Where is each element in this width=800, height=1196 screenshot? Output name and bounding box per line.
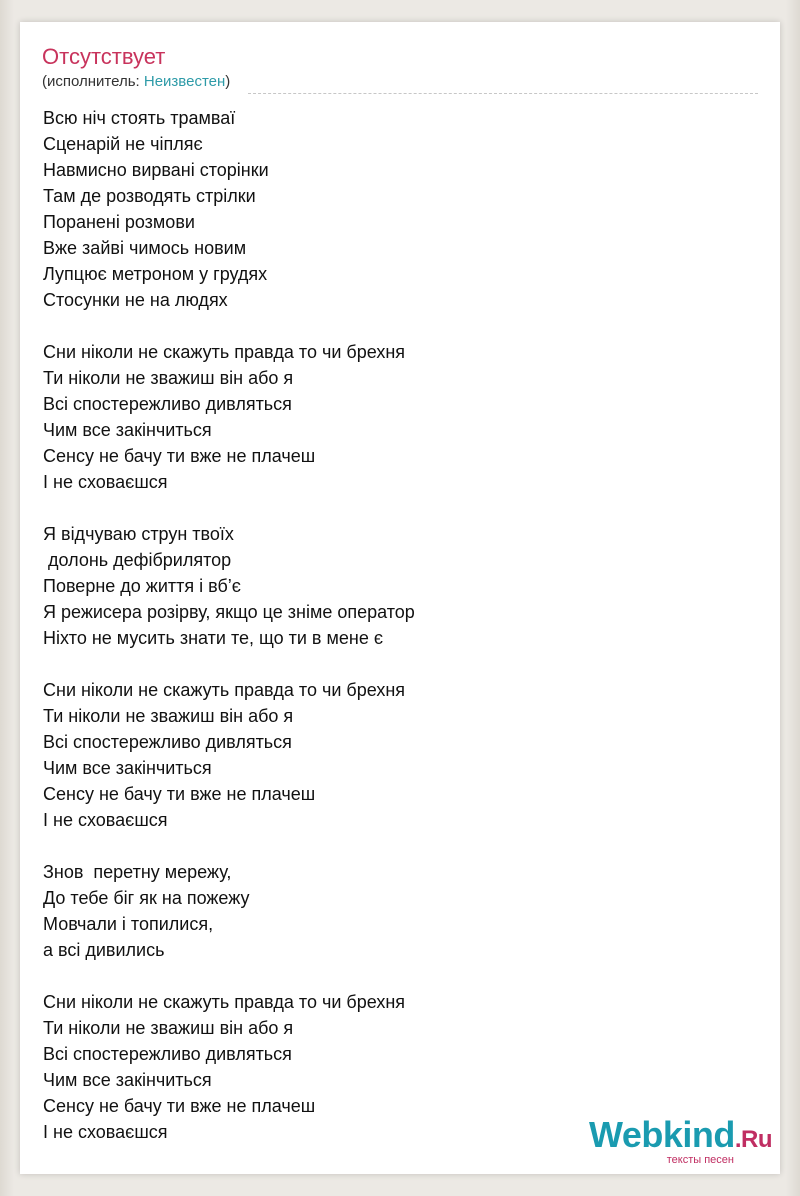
lyric-line: Вже зайві чимось новим bbox=[43, 238, 247, 258]
stanza-gap bbox=[43, 313, 743, 339]
lyric-line: До тебе біг як на пожежу bbox=[43, 888, 250, 908]
lyric-line: Стосунки не на людях bbox=[43, 290, 228, 310]
lyric-line: Чим все закінчиться bbox=[43, 1070, 212, 1090]
lyric-line: Сценарій не чіпляє bbox=[43, 134, 203, 154]
lyric-line: Сни ніколи не скажуть правда то чи брехня bbox=[43, 342, 406, 362]
lyric-line: долонь дефібрилятор bbox=[43, 550, 232, 570]
brand-name: Webkind bbox=[588, 1114, 735, 1155]
lyric-line: Я відчуваю струн твоїх bbox=[43, 524, 234, 544]
lyric-line: Знов перетну мережу, bbox=[43, 862, 232, 882]
lyric-line: Мовчали і топилися, bbox=[43, 914, 214, 934]
lyric-line: І не сховаєшся bbox=[43, 472, 168, 492]
lyric-line: Всі спостережливо дивляться bbox=[43, 1044, 292, 1064]
lyrics-card bbox=[20, 22, 780, 1174]
brand-tld: .Ru bbox=[734, 1126, 772, 1153]
brand-tagline: тексты песен bbox=[666, 1154, 734, 1166]
lyric-line: Поверне до життя і вб’є bbox=[43, 576, 241, 596]
stanza-gap bbox=[43, 963, 743, 989]
artist-prefix: (исполнитель: bbox=[42, 73, 144, 90]
lyric-line: Всю ніч стоять трамваї bbox=[43, 108, 236, 128]
lyric-line: Я режисера розірву, якщо це зніме оператор bbox=[43, 602, 415, 622]
artist-suffix: ) bbox=[225, 73, 231, 90]
lyric-line: Там де розводять стрілки bbox=[43, 186, 256, 206]
brand-logo[interactable] bbox=[588, 1114, 772, 1166]
stanza-gap bbox=[43, 495, 743, 521]
lyric-line: Сенсу не бачу ти вже не плачеш bbox=[43, 784, 316, 804]
lyric-line: Навмисно вирвані сторінки bbox=[43, 160, 269, 180]
header-divider bbox=[248, 93, 758, 94]
lyric-line: Сни ніколи не скажуть правда то чи брехня bbox=[43, 992, 406, 1012]
stanza-gap bbox=[43, 651, 743, 677]
lyric-line: Чим все закінчиться bbox=[43, 758, 212, 778]
page-edge-left bbox=[0, 0, 14, 1196]
artist-link[interactable]: Неизвестен bbox=[143, 73, 226, 90]
lyric-line: Всі спостережливо дивляться bbox=[43, 732, 292, 752]
lyric-line: Поранені розмови bbox=[43, 212, 195, 232]
lyric-line: Сенсу не бачу ти вже не плачеш bbox=[43, 1096, 316, 1116]
lyric-line: Сни ніколи не скажуть правда то чи брехня bbox=[43, 680, 406, 700]
lyric-line: Ти ніколи не зважиш він або я bbox=[43, 706, 294, 726]
artist-line bbox=[42, 72, 230, 92]
lyric-line: Ти ніколи не зважиш він або я bbox=[43, 368, 294, 388]
lyric-line: Сенсу не бачу ти вже не плачеш bbox=[43, 446, 316, 466]
brand-wordmark bbox=[588, 1114, 772, 1158]
lyric-line: І не сховаєшся bbox=[43, 1122, 168, 1142]
song-title: Отсутствует bbox=[42, 44, 166, 69]
lyrics-body bbox=[43, 105, 743, 1145]
stanza-gap bbox=[43, 833, 743, 859]
lyric-line: Лупцює метроном у грудях bbox=[43, 264, 268, 284]
lyric-line: І не сховаєшся bbox=[43, 810, 168, 830]
lyric-line: Чим все закінчиться bbox=[43, 420, 212, 440]
lyric-line: Ти ніколи не зважиш він або я bbox=[43, 1018, 294, 1038]
lyric-line: Ніхто не мусить знати те, що ти в мене є bbox=[43, 628, 384, 648]
lyric-line: Всі спостережливо дивляться bbox=[43, 394, 292, 414]
lyric-line: а всі дивились bbox=[43, 940, 165, 960]
page-edge-right bbox=[786, 0, 800, 1196]
